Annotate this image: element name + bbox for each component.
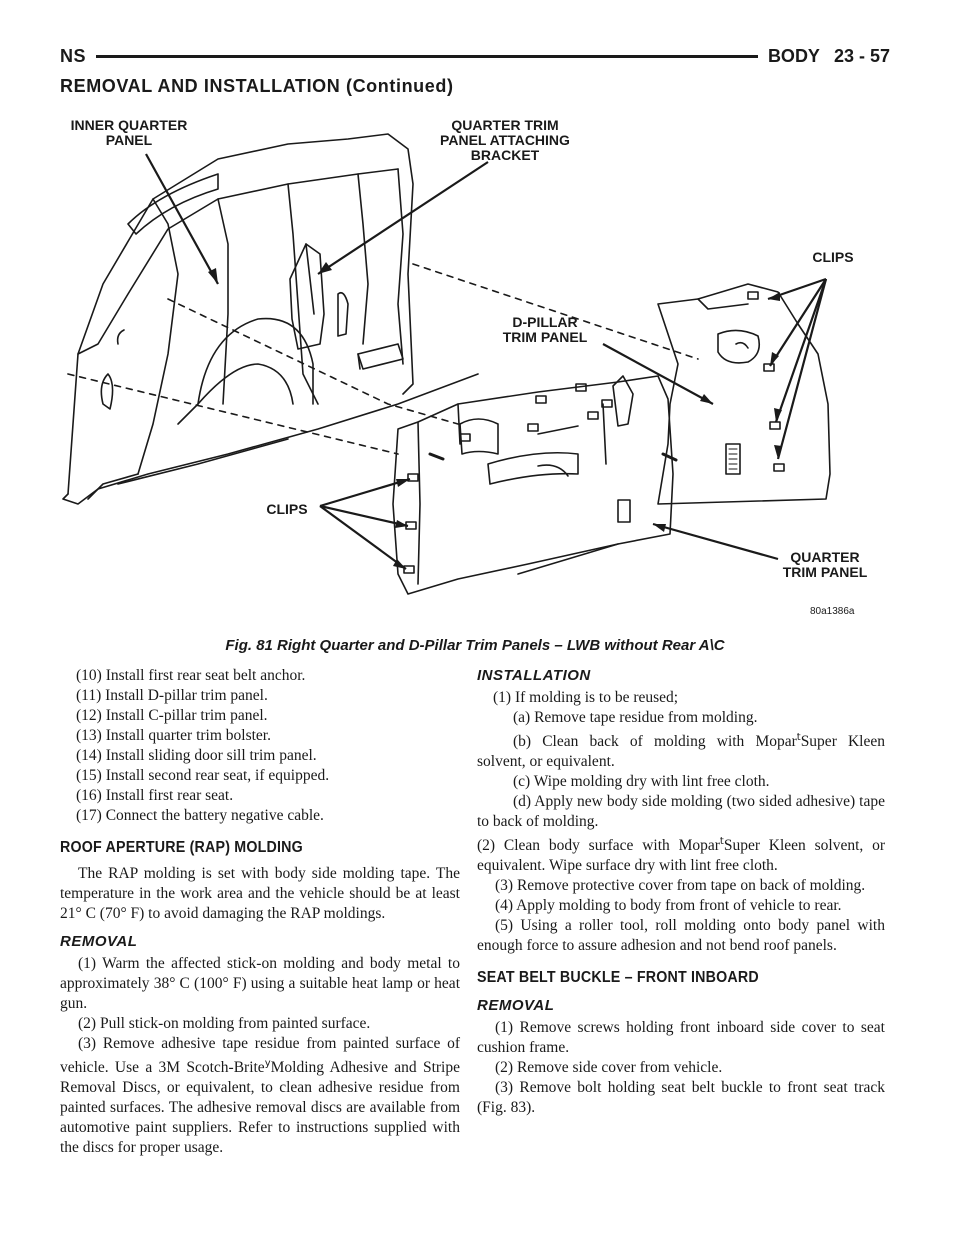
rap-removal-step-2: (2) Pull stick-on molding from painted surface. bbox=[78, 1015, 371, 1032]
rap-intro: The RAP molding is set with body side molding tape. The temperature in the work area and the vehicle should be at least 21° C (70° F) to avoid damaging the RAP moldings. bbox=[60, 865, 460, 922]
step-13: (13) Install quarter trim bolster. bbox=[76, 727, 271, 744]
section-name: BODY bbox=[767, 45, 820, 66]
mopar-mark-1: t bbox=[796, 732, 801, 743]
removal-3-end: Molding Adhesive and Stripe Removal Discs, or equivalent, to clean adhesive residue from painted surfaces. The adhesive removal discs are available from automotive paint suppliers. Refer to instructions supplied with the discs for proper usage. bbox=[60, 1059, 460, 1157]
install-2-start: (2) Clean body surface with Mopar bbox=[477, 837, 720, 855]
install-step-1d: (d) Apply new body side molding (two sided adhesive) tape to back of molding. bbox=[477, 793, 885, 831]
install-step-5: (5) Using a roller tool, roll molding onto body panel with enough force to assure adhesion and not bend roof panels. bbox=[477, 917, 885, 955]
label-quarter-trim-panel: QUARTER TRIM PANEL bbox=[782, 549, 868, 580]
label-inner-quarter-panel: INNER QUARTER PANEL bbox=[70, 117, 188, 148]
rap-removal-step-3 bbox=[60, 1034, 460, 1158]
rap-removal-step-1: (1) Warm the affected stick-on molding and body metal to approximately 38° C (100° F) using a suitable heat lamp or heat gun. bbox=[60, 955, 460, 1012]
step-17: (17) Connect the battery negative cable. bbox=[76, 807, 324, 824]
figure-caption: Fig. 81 Right Quarter and D-Pillar Trim Panels – LWB without Rear A\C bbox=[225, 637, 725, 654]
rap-removal-heading: REMOVAL bbox=[60, 933, 138, 950]
page-header bbox=[60, 44, 890, 68]
install-1b-start: (b) Clean back of molding with Mopar bbox=[513, 733, 797, 751]
install-step-2 bbox=[477, 832, 885, 876]
rap-molding-heading: ROOF APERTURE (RAP) MOLDING bbox=[60, 839, 303, 856]
label-quarter-trim-bracket: QUARTER TRIM PANEL ATTACHING BRACKET bbox=[440, 117, 570, 163]
label-d-pillar-trim-panel: D-PILLAR TRIM PANEL bbox=[502, 314, 588, 345]
install-step-1a: (a) Remove tape residue from molding. bbox=[513, 709, 758, 726]
install-step-1c: (c) Wipe molding dry with lint free cloth. bbox=[513, 773, 770, 791]
removal-3-start: (3) Remove adhesive tape residue from painted surface of vehicle. Use a 3M Scotch-Brite bbox=[60, 1035, 460, 1077]
install-1b-end: Super Kleen solvent, or equivalent. bbox=[477, 733, 885, 771]
install-step-4: (4) Apply molding to body from front of vehicle to rear. bbox=[495, 897, 842, 915]
label-clips-left: CLIPS bbox=[266, 501, 308, 517]
left-column bbox=[60, 666, 460, 1158]
install-step-1: (1) If molding is to be reused; bbox=[493, 689, 679, 706]
mopar-mark-2: t bbox=[719, 836, 724, 848]
seat-belt-step-2: (2) Remove side cover from vehicle. bbox=[495, 1059, 723, 1077]
install-step-1b bbox=[477, 728, 885, 772]
right-column bbox=[477, 666, 885, 1118]
label-clips-right: CLIPS bbox=[812, 249, 854, 265]
step-16: (16) Install first rear seat. bbox=[76, 787, 234, 804]
model-code: NS bbox=[60, 45, 87, 66]
step-11: (11) Install D-pillar trim panel. bbox=[76, 687, 268, 704]
seat-belt-step-3: (3) Remove bolt holding seat belt buckle to front seat track (Fig. 83). bbox=[477, 1079, 885, 1117]
step-14: (14) Install sliding door sill trim panel. bbox=[76, 747, 317, 764]
seat-belt-buckle-heading: SEAT BELT BUCKLE – FRONT INBOARD bbox=[477, 969, 759, 987]
section-continued-heading: REMOVAL AND INSTALLATION (Continued) bbox=[60, 76, 454, 96]
header-rule bbox=[96, 55, 758, 58]
seat-belt-removal-heading: REMOVAL bbox=[477, 997, 555, 1015]
trim-panel-illustration bbox=[58, 104, 890, 624]
figure-id: 80a1386a bbox=[810, 606, 855, 617]
page-number: 23 - 57 bbox=[833, 45, 890, 66]
illustration-drawing bbox=[58, 104, 890, 624]
step-12: (12) Install C-pillar trim panel. bbox=[76, 707, 268, 724]
step-10: (10) Install first rear seat belt anchor. bbox=[76, 667, 306, 684]
install-2-end: Super Kleen solvent, or equivalent. Wipe surface dry with lint free cloth. bbox=[477, 837, 885, 875]
scotch-brite-mark: y bbox=[264, 1058, 271, 1069]
step-15: (15) Install second rear seat, if equipped. bbox=[76, 767, 330, 784]
installation-heading: INSTALLATION bbox=[477, 667, 591, 684]
seat-belt-step-1: (1) Remove screws holding front inboard side cover to seat cushion frame. bbox=[477, 1019, 885, 1057]
install-step-3: (3) Remove protective cover from tape on back of molding. bbox=[495, 877, 866, 895]
